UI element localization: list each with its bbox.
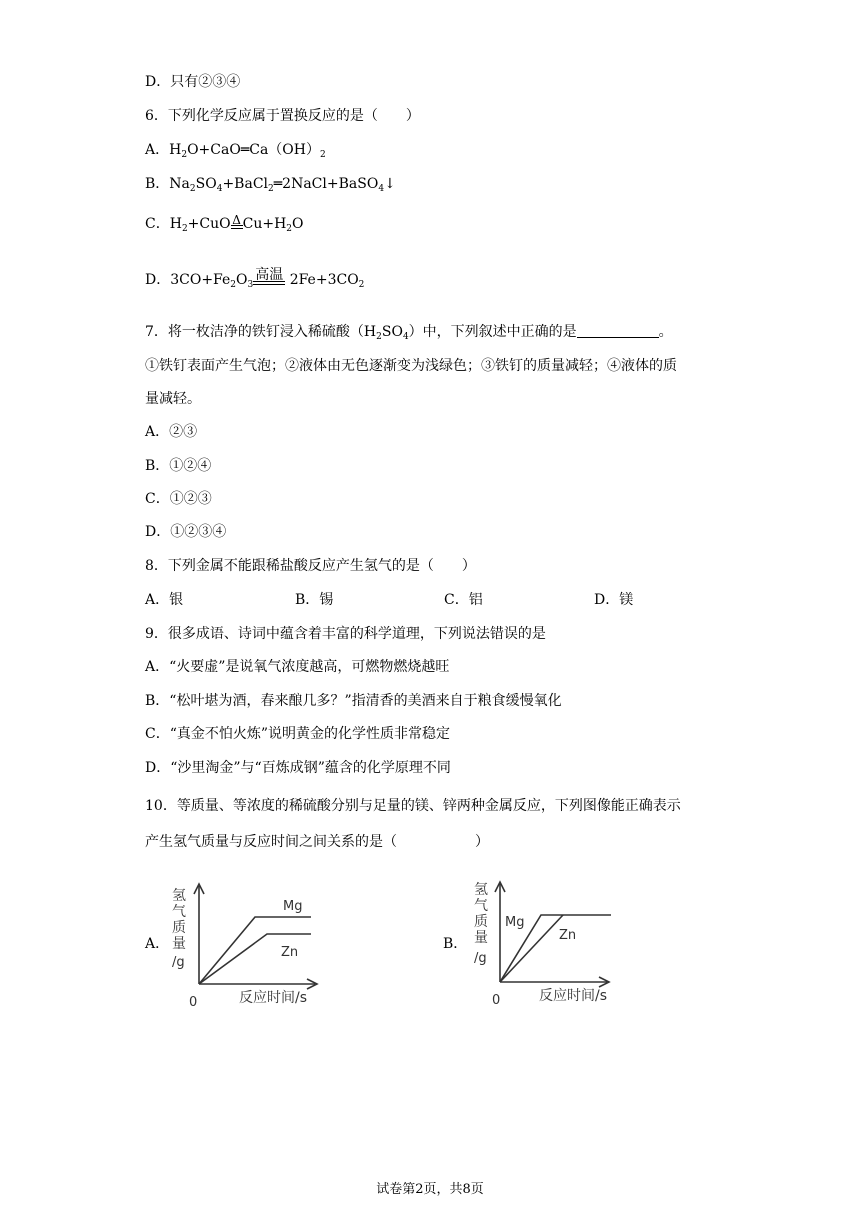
graph-b-ylabel-1: 氢 bbox=[474, 882, 488, 898]
q8-option-a: A．银 bbox=[145, 592, 184, 608]
graph-b-origin: 0 bbox=[492, 993, 501, 1008]
q10-stem-2: 产生氢气质量与反应时间之间关系的是（ ） bbox=[145, 834, 489, 850]
answer-blank bbox=[577, 323, 659, 338]
q7-description-1: ①铁钉表面产生气泡；②液体由无色逐渐变为浅绿色；③铁钉的质量减轻；④液体的质 bbox=[145, 358, 677, 374]
graph-b-xlabel: 反应时间/s bbox=[539, 988, 608, 1004]
graph-a-ylabel-3: 质 bbox=[172, 920, 186, 936]
graph-b-series-zn: Zn bbox=[559, 928, 577, 943]
graph-a-xlabel: 反应时间/s bbox=[239, 990, 308, 1006]
q8-option-c: C．铝 bbox=[444, 592, 483, 608]
q10-stem-1: 10．等质量、等浓度的稀硫酸分别与足量的镁、锌两种金属反应，下列图像能正确表示 bbox=[145, 798, 681, 814]
q9-option-d: D．“沙里淘金”与“百炼成钢”蕴含的化学原理不同 bbox=[145, 760, 451, 776]
q7-stem: 7．将一枚洁净的铁钉浸入稀硫酸$(H_2SO_4)$中，下列叙述中正确的是 。 bbox=[145, 324, 673, 342]
graph-b-ylabel-unit: /g bbox=[474, 951, 487, 966]
q6-option-b: B．$Na_2SO_4+BaCl_2═2NaCl+BaSO_4↓$ bbox=[145, 176, 396, 194]
graph-b-series-mg: Mg bbox=[505, 915, 525, 930]
q10-graph-a bbox=[165, 872, 335, 1012]
graph-a-series-mg: Mg bbox=[283, 899, 303, 914]
q7-option-d: D．①②③④ bbox=[145, 524, 227, 540]
graph-a-ylabel-1: 氢 bbox=[172, 888, 186, 904]
graph-a-ylabel-unit: /g bbox=[172, 955, 185, 970]
q10-graph-a-label: A． bbox=[145, 936, 170, 952]
reaction-condition-heat: Δ bbox=[232, 213, 241, 227]
page-footer: 试卷第2页，共8页 bbox=[376, 1182, 484, 1197]
q6-stem: 6．下列化学反应属于置换反应的是（ ） bbox=[145, 108, 420, 124]
reaction-condition-high-temp: 高温 bbox=[255, 267, 284, 283]
q7-description-2: 量减轻。 bbox=[145, 391, 201, 407]
graph-a-series-zn: Zn bbox=[281, 945, 299, 960]
q9-option-a: A．“火要虚”是说氧气浓度越高，可燃物燃烧越旺 bbox=[145, 659, 450, 675]
q9-stem: 9．很多成语、诗词中蕴含着丰富的科学道理，下列说法错误的是 bbox=[145, 626, 546, 642]
graph-b-ylabel-2: 气 bbox=[474, 898, 488, 914]
q8-stem: 8．下列金属不能跟稀盐酸反应产生氢气的是（ ） bbox=[145, 558, 476, 574]
graph-a-ylabel-2: 气 bbox=[172, 904, 186, 920]
q6-option-c: C．$H_2+CuO$ Δ $Cu+H_2O$ bbox=[145, 214, 304, 239]
graph-b-ylabel-3: 质 bbox=[474, 914, 488, 930]
q10-graph-b-label: B． bbox=[443, 936, 468, 952]
q7-option-c: C．①②③ bbox=[145, 491, 212, 507]
q10-graph-b bbox=[465, 872, 625, 1012]
q6-option-d: D．$3CO+Fe_2O_3$ 高温 $2Fe+3CO_2$ bbox=[145, 270, 364, 295]
q5-option-d: D．只有②③④ bbox=[145, 74, 241, 90]
q8-option-d: D．镁 bbox=[594, 592, 634, 608]
graph-b-ylabel-4: 量 bbox=[474, 930, 488, 946]
q9-option-b: B．“松叶堪为酒，春来酿几多？”指清香的美酒来自于粮食缓慢氧化 bbox=[145, 693, 562, 709]
q9-option-c: C．“真金不怕火炼”说明黄金的化学性质非常稳定 bbox=[145, 726, 451, 742]
q7-option-b: B．①②④ bbox=[145, 458, 212, 474]
graph-a-ylabel-4: 量 bbox=[172, 936, 186, 952]
graph-a-origin: 0 bbox=[189, 995, 198, 1010]
q8-option-b: B．锡 bbox=[295, 592, 334, 608]
q6-option-a: A．$H_2O+CaO═Ca(OH)_2$ bbox=[145, 142, 326, 160]
q7-option-a: A．②③ bbox=[145, 424, 198, 440]
